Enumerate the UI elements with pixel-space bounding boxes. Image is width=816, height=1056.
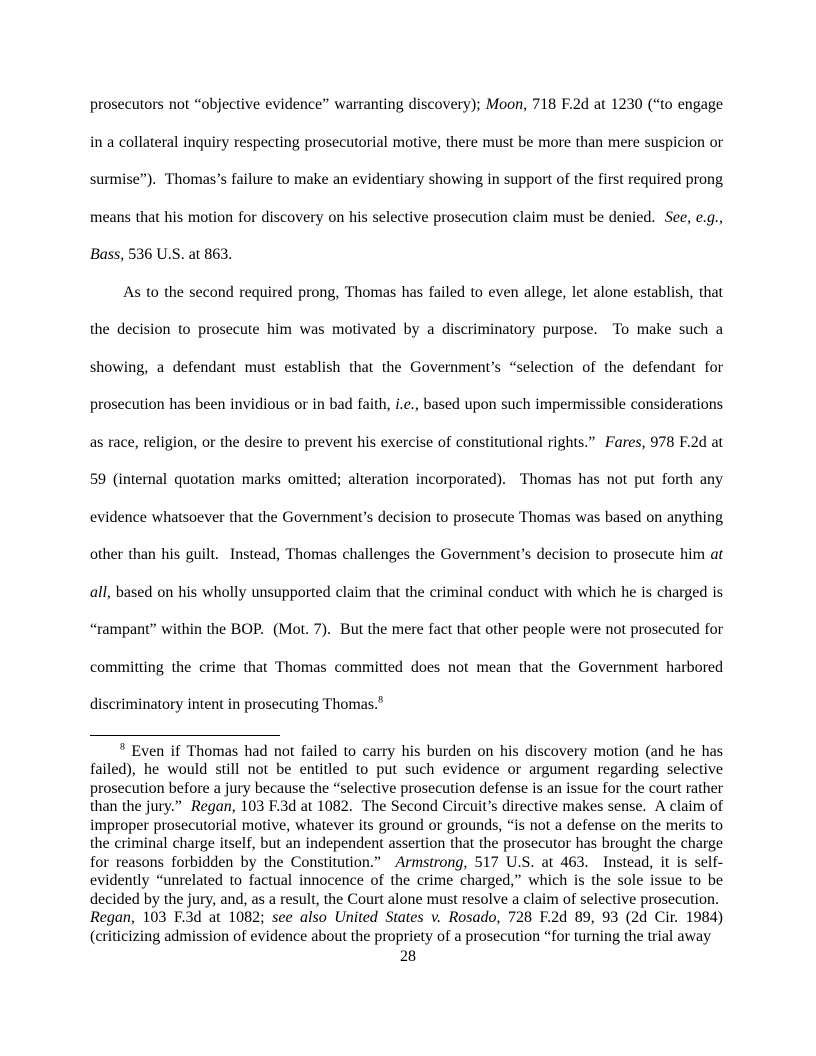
page-number: 28 xyxy=(400,948,416,965)
citation-text: Regan xyxy=(190,798,232,815)
body-paragraph-1 xyxy=(90,86,723,274)
page-content xyxy=(90,86,723,946)
text-run: , based on his wholly unsupported claim that the criminal conduct with which he is charged is “rampant” within the BOP. (Mot. 7). But the mere fact that other people were not prosecuted for committing the crime that Thomas committed does not mean that the Government harbored discriminatory intent in prosecuting Thomas. xyxy=(90,583,723,713)
citation-text: see also United States v. Rosado xyxy=(272,909,497,926)
citation-text: Armstrong xyxy=(395,853,464,871)
text-run: , 728 F.2d 89, 93 (2d Cir. 1984) (criticizing admission of evidence about the propriety of a prosecution “for turning the trial away xyxy=(90,909,724,945)
text-run: , 978 F.2d at 59 (internal quotation marks omitted; alteration incorporated). Thomas has not put forth any evidence whatsoever that the Government’s decision to prosecute Thomas was based on anything other than his guilt. Instead, Thomas challenges the Government’s decision to prosecute him xyxy=(90,433,724,563)
citation-text: See, e.g., xyxy=(664,208,723,226)
text-run: , 103 F.3d at 1082; xyxy=(130,909,273,926)
text-run: prosecutors not “objective evidence” warranting discovery); xyxy=(90,96,486,113)
text-run: , 718 F.2d at 1230 (“to engage in a collateral inquiry respecting prosecutorial motive, there must be more than mere suspicion or surmise”). Thomas’s failure to make an evidentiary showing in support of the first required prong means that his motion for discovery on his selective prosecution claim must be denied. xyxy=(90,96,723,226)
text-run: As to the second required prong, Thomas has failed to even allege, let alone establish, that the decision to prosecute him was motivated by a discriminatory purpose. To make such a showing, a defendant must establish that the Government’s “selection of the defendant for prosecution has been invidious or in bad faith, xyxy=(90,283,723,413)
citation-text: at all xyxy=(90,546,723,601)
citation-text: i.e. xyxy=(395,396,415,413)
footnote-reference: 8 xyxy=(120,741,125,753)
body-paragraph-2 xyxy=(90,274,723,724)
text-run: , 536 U.S. at 863. xyxy=(120,246,233,263)
citation-text: Regan xyxy=(90,909,131,926)
text-run: Even if Thomas had not failed to carry his burden on his discovery motion (and he has failed), he would still not be entitled to put such evidence or argument regarding selective prosecution before a jury because the “selective prosecution defense is an issue for the court rather than the jury.” xyxy=(90,742,723,815)
text-run: , 103 F.3d at 1082. The Second Circuit’s directive makes sense. A claim of improper prosecutorial motive, whatever its ground or grounds, “is not a defense on the merits to the criminal charge itself, but an independent assertion that the prosecutor has brought the charge for reasons forbidden by the Constitution.” xyxy=(90,798,723,871)
citation-text: Moon xyxy=(485,96,524,113)
citation-text: Bass xyxy=(90,246,121,263)
footnote-8 xyxy=(90,743,723,947)
footnote-separator xyxy=(90,735,280,736)
text-run: , 517 U.S. at 463. Instead, it is self-evidently “unrelated to factual innocence of the crime charged,” which is the sole issue to be decided by the jury, and, as a result, the Court alone must resolve a claim of selective prosecution. xyxy=(90,853,723,908)
text-run: , based upon such impermissible considerations as race, religion, or the desire to prevent his exercise of constitutional rights.” xyxy=(90,396,723,451)
footnote-reference: 8 xyxy=(378,694,384,706)
citation-text: Fares xyxy=(604,433,642,451)
